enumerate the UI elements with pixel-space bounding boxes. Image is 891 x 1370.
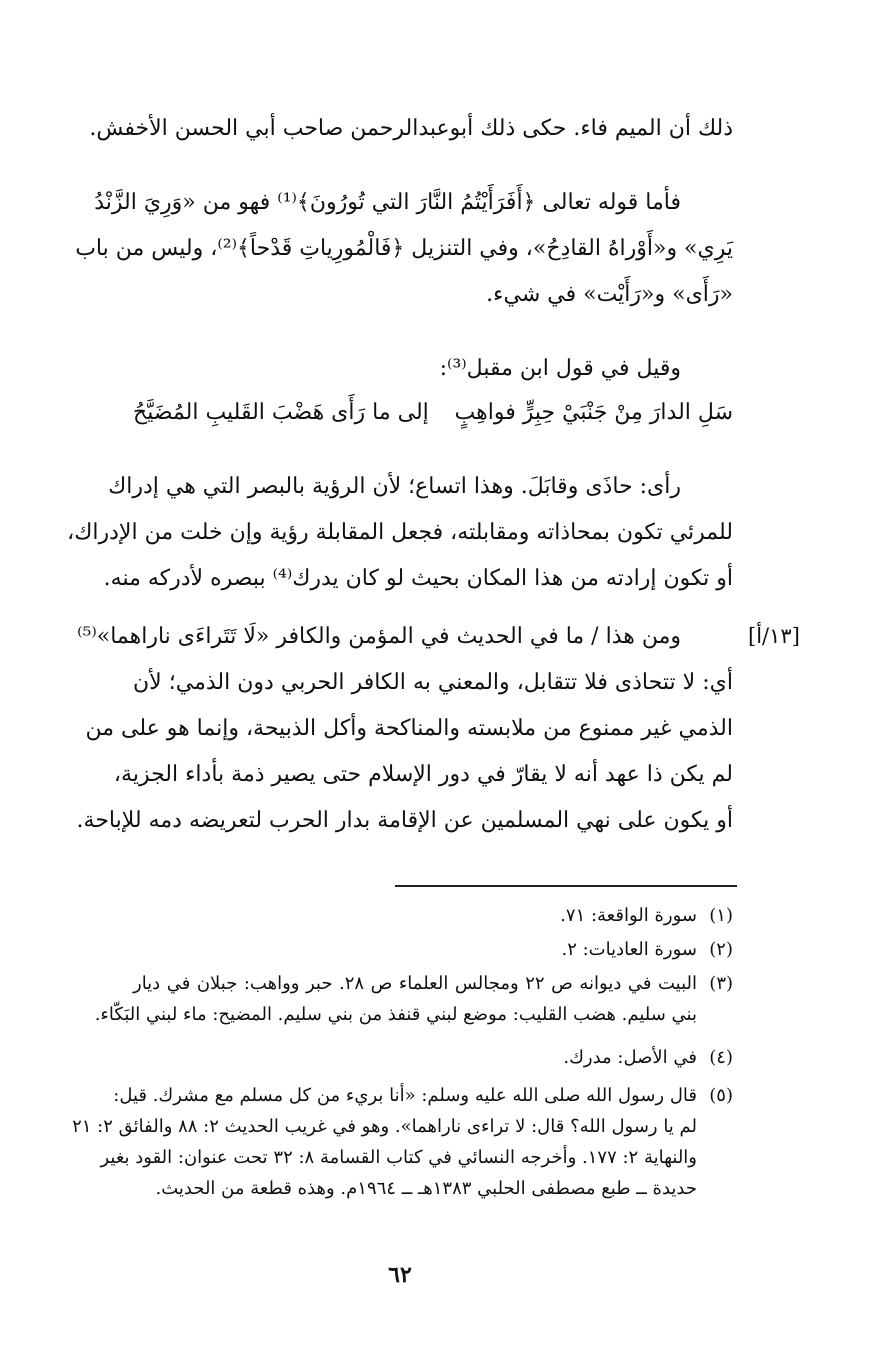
footnote-text: بني سليم. هضب القليب: موضع لبني قنفذ من بني سليم. المضيح: ماء لبني البَكّاء. <box>94 1004 697 1025</box>
text-line: «رَأَى» و«رَأَيْت» في شيء. <box>486 282 733 307</box>
text-line: الذمي غير ممنوع من ملابسته والمناكحة وأكل الذبيحة، وإنما هو على من <box>85 716 733 741</box>
footnote-text: البيت في ديوانه ص ٢٢ ومجالس العلماء ص ٢٨. حبر وواهب: جبلان في ديار <box>133 973 698 994</box>
footnote-text: قال رسول الله صلى الله عليه وسلم: «أنا بريء من كل مسلم مع مشرك. قيل: <box>113 1085 697 1106</box>
text-line: أو يكون على نهي المسلمين عن الإقامة بدار الحرب لتعريضه دمه للإباحة. <box>76 808 733 833</box>
text-line: يَرِي» و«أَوْراهُ القادِحُ»، وفي التنزيل ﴿فَالْمُورِياتِ قَدْحاً﴾⁽²⁾، وليس من باب <box>75 236 733 261</box>
paragraph-3 <box>133 346 733 392</box>
footnote-5 <box>72 1080 733 1204</box>
text-line: أو تكون إرادته من هذا المكان بحيث لو كان يدرك⁽⁴⁾ ببصره لأدركه منه. <box>103 566 733 591</box>
paragraph-1 <box>89 106 733 152</box>
footnote-text: حديدة ــ طبع مصطفى الحلبي ١٣٨٣هـ ــ ١٩٦٤م. وهذه قطعة من الحديث. <box>155 1178 697 1199</box>
footnote-4 <box>133 1042 733 1073</box>
footnote-separator <box>395 885 737 887</box>
text-line: أي: لا تتحاذى فلا تتقابل، والمعني به الكافر الحربي دون الذمي؛ لأن <box>133 670 733 695</box>
verse-hemistich-1: سَلِ الدارَ مِنْ جَنْبَيْ حِبِرٍّ فواهِبٍ <box>454 400 733 425</box>
text-line: رأى: حاذَى وقابَلَ. وهذا اتساع؛ لأن الرؤية بالبصر التي هي إدراك <box>108 474 681 499</box>
page-number: ٦٢ <box>388 1262 412 1288</box>
footnote-number: (٣) <box>709 973 734 994</box>
footnote-text: لم يا رسول الله؟ قال: لا تراءى ناراهما». وهو في غريب الحديث ٢: ٨٨ والفائق ٢: ٢١ <box>72 1116 697 1137</box>
paragraph-2 <box>75 180 733 318</box>
footnote-text: في الأصل: مدرك. <box>563 1047 697 1068</box>
text-line: ذلك أن الميم فاء. حكى ذلك أبوعبدالرحمن صاحب أبي الحسن الأخفش. <box>89 116 733 141</box>
text-line: ومن هذا / ما في الحديث في المؤمن والكافر «لَا تَتَراءَى ناراهما»⁽⁵⁾ <box>77 624 681 649</box>
footnote-number: (٤) <box>709 1047 733 1068</box>
text-line: للمرئي تكون بمحاذاته ومقابلته، فجعل المقابلة رؤية وإن خلت من الإدراك، <box>67 520 733 545</box>
paragraph-5 <box>76 614 733 844</box>
footnote-number: (٢) <box>709 939 733 960</box>
footnote-number: (١) <box>709 905 733 926</box>
footnote-number: (٥) <box>709 1085 733 1106</box>
text-line: لم يكن ذا عهد أنه لا يقارّ في دور الإسلام حتى يصير ذمة بأداء الجزية، <box>113 762 733 787</box>
margin-folio-note: [١٣/أ] <box>748 624 800 648</box>
footnote-2 <box>133 934 733 965</box>
verse-hemistich-2: إلى ما رَأَى هَضْبَ القَليبِ المُضَيَّحُ <box>133 400 429 425</box>
footnote-text: والنهاية ٢: ١٧٧. وأخرجه النسائي في كتاب القسامة ٨: ٣٢ تحت عنوان: القود بغير <box>100 1147 697 1168</box>
paragraph-4 <box>67 464 733 602</box>
footnote-1 <box>133 900 733 931</box>
footnote-text: سورة العاديات: ٢. <box>561 939 697 960</box>
text-line: فأما قوله تعالى ﴿أَفَرَأَيْتُمُ النَّارَ التي تُورُونَ﴾⁽¹⁾ فهو من «وَرِيَ الزَّنْدُ <box>94 190 681 215</box>
footnote-text: سورة الواقعة: ٧١. <box>560 905 697 926</box>
footnote-3 <box>94 968 734 1030</box>
text-line: وقيل في قول ابن مقبل⁽³⁾: <box>439 356 681 381</box>
